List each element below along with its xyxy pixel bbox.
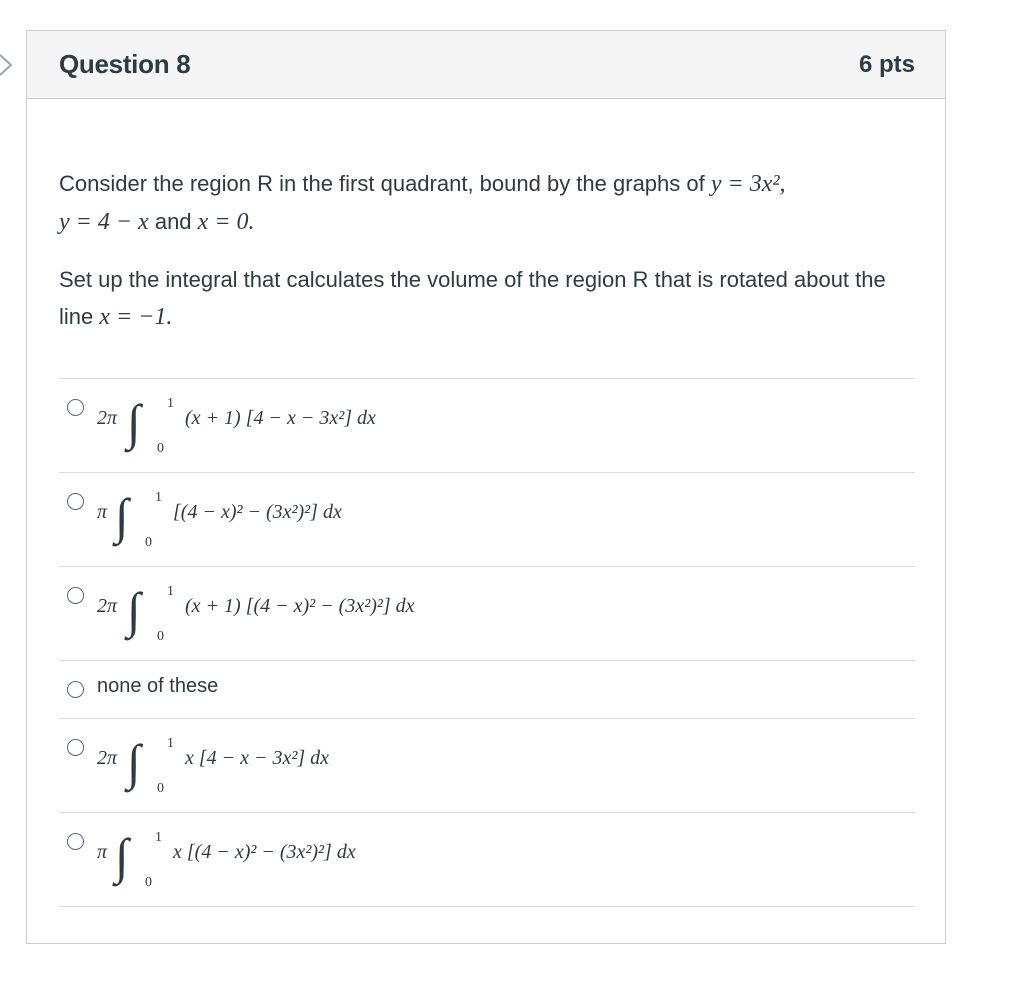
integrand: x [4 − x − 3x²] dx <box>185 747 330 769</box>
lower-limit: 0 <box>157 441 164 456</box>
radio-button[interactable] <box>67 833 84 850</box>
question-header <box>27 31 945 99</box>
coefficient: π <box>97 841 108 863</box>
answer-option-1[interactable] <box>59 379 915 473</box>
answer-option-4[interactable] <box>59 661 915 719</box>
answer-formula <box>97 481 797 561</box>
answer-formula <box>97 575 797 655</box>
question-prompt <box>59 165 915 241</box>
lower-limit: 0 <box>157 781 164 796</box>
coefficient: 2π <box>97 407 118 429</box>
radio-button[interactable] <box>67 587 84 604</box>
answer-option-5[interactable] <box>59 719 915 813</box>
lower-limit: 0 <box>157 629 164 644</box>
upper-limit: 1 <box>167 396 174 411</box>
question-title: Question 8 <box>59 49 191 79</box>
prompt-math-2: y = 4 − x <box>59 209 149 235</box>
answer-formula <box>97 727 797 807</box>
prompt-math-1: y = 3x², <box>710 171 786 197</box>
answer-option-6[interactable] <box>59 813 915 907</box>
integral-sign: ∫ <box>115 488 129 544</box>
prompt-intro: Consider the region R in the first quadrant, bound by the graphs of <box>59 171 705 196</box>
upper-limit: 1 <box>167 584 174 599</box>
lower-limit: 0 <box>145 875 152 890</box>
upper-limit: 1 <box>167 736 174 751</box>
upper-limit: 1 <box>155 490 162 505</box>
integral-sign: ∫ <box>127 734 141 790</box>
question-body <box>27 99 945 907</box>
chevron-right-icon[interactable] <box>0 52 18 78</box>
upper-limit: 1 <box>155 830 162 845</box>
answer-formula <box>97 387 797 467</box>
radio-button[interactable] <box>67 399 84 416</box>
integrand: x [(4 − x)² − (3x²)²] dx <box>173 841 356 863</box>
integrand: [(4 − x)² − (3x²)²] dx <box>173 501 342 523</box>
answer-list <box>59 378 915 907</box>
lower-limit: 0 <box>145 535 152 550</box>
integrand: (x + 1) [(4 − x)² − (3x²)²] dx <box>185 595 415 617</box>
question-points: 6 pts <box>858 50 915 78</box>
radio-button[interactable] <box>67 493 84 510</box>
coefficient: π <box>97 501 108 523</box>
answer-option-2[interactable] <box>59 473 915 567</box>
question-card <box>26 30 946 944</box>
answer-formula <box>97 821 797 901</box>
answer-label: none of these <box>97 675 219 697</box>
prompt-math-3: x = 0. <box>197 209 255 235</box>
integrand: (x + 1) [4 − x − 3x²] dx <box>185 407 376 429</box>
integral-sign: ∫ <box>127 582 141 638</box>
radio-button[interactable] <box>67 739 84 756</box>
answer-option-3[interactable] <box>59 567 915 661</box>
coefficient: 2π <box>97 747 118 769</box>
prompt-and: and <box>154 209 192 234</box>
integral-sign: ∫ <box>115 828 129 884</box>
integral-sign: ∫ <box>127 394 141 450</box>
radio-button[interactable] <box>67 681 84 698</box>
setup-text: Set up the integral that calculates the volume of the region R that is rotated about the line <box>59 267 886 329</box>
question-setup <box>59 261 915 336</box>
setup-math: x = −1. <box>99 304 173 330</box>
coefficient: 2π <box>97 595 118 617</box>
